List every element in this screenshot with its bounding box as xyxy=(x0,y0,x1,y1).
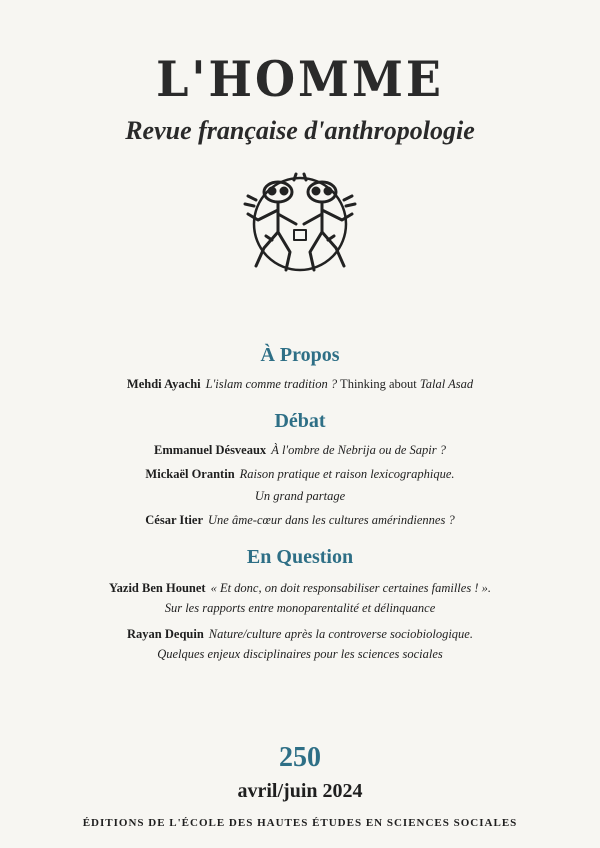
section-heading-en-question: En Question xyxy=(246,546,354,568)
article-entry xyxy=(0,442,600,458)
article-title-line2: Sur les rapports entre monoparentalité et délinquance xyxy=(164,601,436,615)
article-title: L'islam comme tradition ? xyxy=(205,377,338,391)
article-title: Raison pratique et raison lexicographique. xyxy=(239,467,455,481)
article-title: À l'ombre de Nebrija ou de Sapir ? xyxy=(271,443,446,457)
issue-number: 250 xyxy=(279,742,321,773)
article-entry-continuation xyxy=(0,488,600,504)
article-author: César Itier xyxy=(145,513,203,527)
article-entry-continuation xyxy=(0,600,600,616)
section-heading-a-propos: À Propos xyxy=(260,344,340,366)
article-title-line2: Un grand partage xyxy=(254,489,346,503)
article-entry xyxy=(0,626,600,642)
journal-title: L'HOMME xyxy=(156,50,444,108)
article-author: Mehdi Ayachi xyxy=(126,377,201,391)
article-title-part: Talal Asad xyxy=(419,377,474,391)
article-author: Mickaël Orantin xyxy=(145,467,235,481)
publisher-name: ÉDITIONS DE L'ÉCOLE DES HAUTES ÉTUDES EN SCIENCES SOCIALES xyxy=(82,817,518,829)
article-entry xyxy=(0,466,600,482)
article-author: Emmanuel Désveaux xyxy=(154,443,267,457)
anthropomorphic-figures-emblem-icon xyxy=(234,170,366,278)
article-title: Nature/culture après la controverse sociobiologique. xyxy=(208,627,473,641)
article-entry xyxy=(0,580,600,596)
article-author: Rayan Dequin xyxy=(127,627,204,641)
article-title: « Et donc, on doit responsabiliser certaines familles ! ». xyxy=(210,581,491,595)
article-title-line2: Quelques enjeux disciplinaires pour les sciences sociales xyxy=(157,647,443,661)
article-title: Une âme-cœur dans les cultures amérindiennes ? xyxy=(208,513,455,527)
article-entry xyxy=(0,512,600,528)
section-heading-debat: Débat xyxy=(274,410,326,432)
article-entry-continuation xyxy=(0,646,600,662)
issue-date: avril/juin 2024 xyxy=(237,780,363,802)
article-entry xyxy=(0,376,600,392)
article-author: Yazid Ben Hounet xyxy=(109,581,206,595)
article-title-part: Thinking about xyxy=(337,377,420,391)
journal-subtitle: Revue française d'anthropologie xyxy=(125,116,475,145)
